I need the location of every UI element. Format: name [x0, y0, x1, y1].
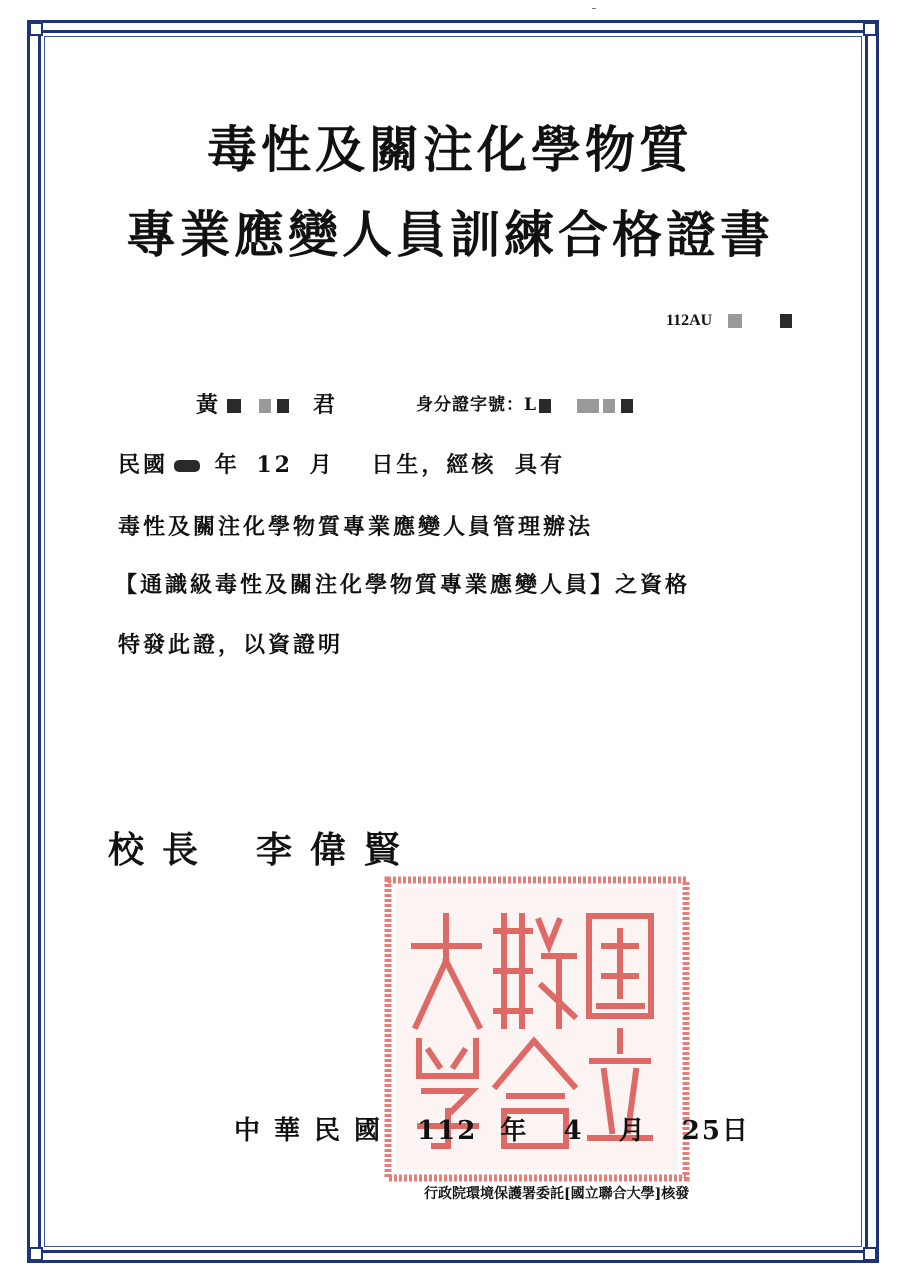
- birth-month-label: 月: [309, 452, 335, 478]
- certificate-number-prefix: 112AU: [666, 312, 713, 329]
- issue-date: [234, 1110, 762, 1147]
- redaction-block: [577, 399, 599, 413]
- corner-ornament: [863, 1247, 877, 1261]
- id-number: [416, 390, 633, 415]
- birth-month: 12: [256, 452, 293, 478]
- regulation-line: 毒性及關注化學物質專業應變人員管理辦法: [118, 514, 594, 540]
- birth-has-label: 具有: [515, 452, 566, 478]
- redaction-block: [227, 399, 241, 413]
- birth-year-label: 年: [214, 452, 240, 478]
- certificate-number: [666, 312, 792, 330]
- scan-mark: [592, 8, 596, 9]
- certificate-title-line1: 毒性及關注化學物質: [207, 120, 693, 179]
- recipient-name: [196, 388, 338, 419]
- qualification-line: 【通識級毒性及關注化學物質專業應變人員】之資格: [115, 572, 691, 598]
- redaction-block: [259, 399, 271, 413]
- issue-date-day-label: 日: [721, 1116, 762, 1146]
- redaction-block: [780, 314, 792, 328]
- redaction-block: [728, 314, 742, 328]
- redaction-block: [277, 399, 289, 413]
- principal-title: 校長: [108, 829, 217, 871]
- redaction-block: [539, 399, 551, 413]
- issuing-authority: 行政院環境保護署委託[國立聯合大學]核發: [424, 1186, 690, 1202]
- principal-signature-line: [108, 822, 418, 873]
- issuance-statement: 特發此證，以資證明: [118, 632, 344, 658]
- issue-date-day: 25: [681, 1116, 722, 1146]
- birth-prefix: 民國: [118, 452, 169, 478]
- corner-ornament: [863, 22, 877, 36]
- issue-date-era: 中華民國: [234, 1116, 395, 1146]
- corner-ornament: [29, 1247, 43, 1261]
- issue-date-year-label: 年: [500, 1116, 541, 1146]
- birth-day-label: 日生，經核: [371, 452, 497, 478]
- issue-date-month-label: 月: [618, 1116, 659, 1146]
- redaction-block: [621, 399, 633, 413]
- issue-date-month: 4: [563, 1116, 596, 1146]
- recipient-name-prefix: 黃: [196, 392, 222, 418]
- recipient-name-suffix: 君: [313, 392, 339, 418]
- redaction-block: [603, 399, 615, 413]
- id-number-label: 身分證字號：L: [416, 395, 537, 415]
- issue-date-year: 112: [417, 1116, 478, 1146]
- corner-ornament: [29, 22, 43, 36]
- redaction-block: [174, 460, 200, 472]
- certificate-title-line2: 專業應變人員訓練合格證書: [126, 205, 774, 264]
- principal-name: 李偉賢: [256, 829, 419, 871]
- birth-date-line: [118, 448, 565, 479]
